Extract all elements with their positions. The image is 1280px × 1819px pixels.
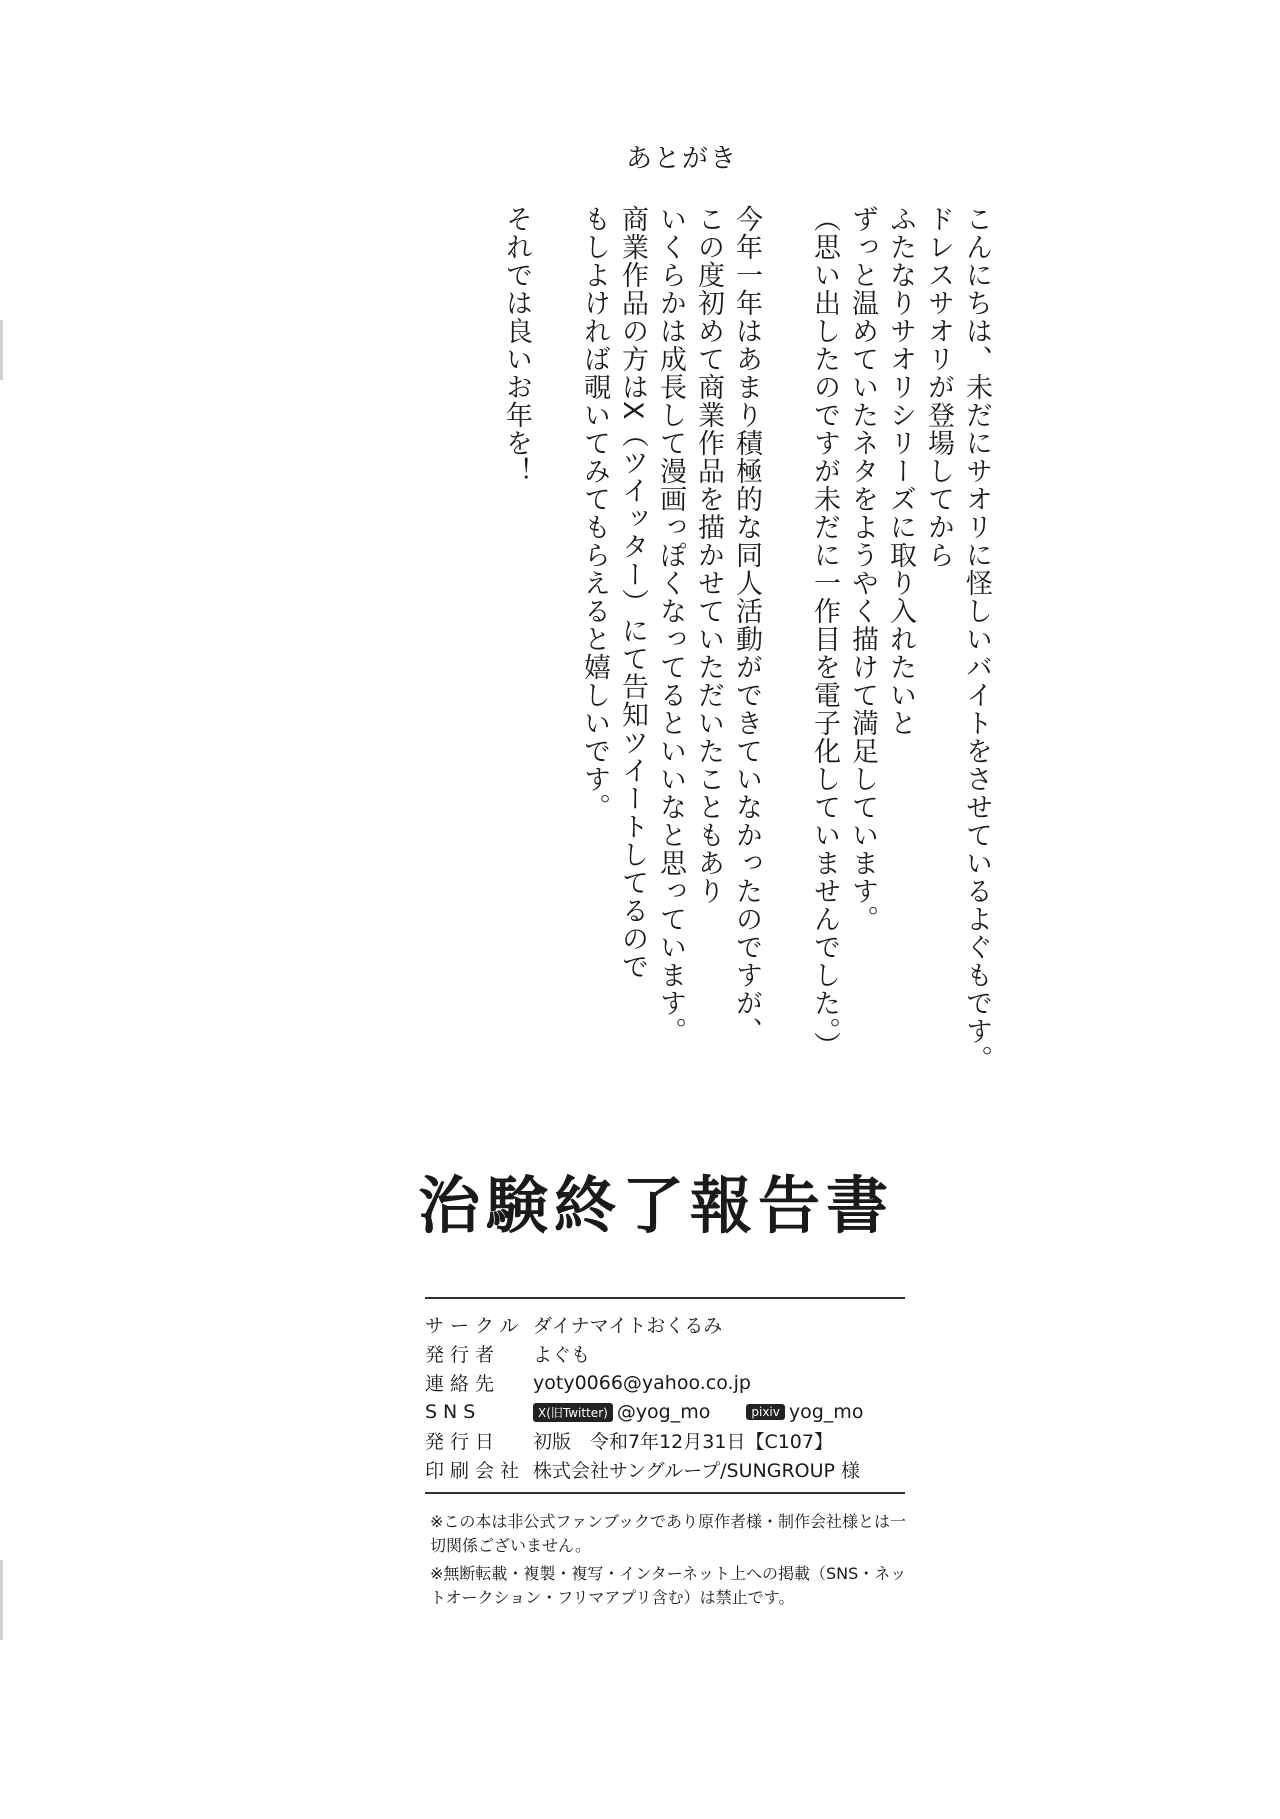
row-value: よぐも [533, 1344, 591, 1366]
divider [425, 1492, 905, 1494]
row-label: サークル [425, 1315, 525, 1337]
disclaimer-notes [430, 1510, 920, 1614]
colophon-row-circle [425, 1310, 925, 1339]
x-tag-icon: X(旧Twitter) [533, 1403, 613, 1422]
row-value: ダイナマイトおくるみ [533, 1315, 723, 1337]
colophon-table [425, 1310, 925, 1484]
afterword-line: 商業作品の方はX（ツイッター）にて告知ツイートしてるので [617, 205, 648, 981]
scan-edge-mark [0, 320, 3, 380]
afterword-line: こんにちは、未だにサオリに怪しいバイトをさせているよぐもです。 [961, 205, 992, 1073]
row-label: 連絡先 [425, 1373, 501, 1395]
disclaimer-note: ※この本は非公式ファンブックであり原作者様・制作会社様とは一切関係ございません。 [430, 1512, 906, 1555]
pixiv-handle: yog_mo [788, 1400, 864, 1423]
scan-edge-mark [0, 1560, 3, 1640]
row-label: 発行者 [425, 1344, 501, 1366]
paragraph-gap [760, 205, 800, 905]
colophon-row-date [425, 1426, 925, 1455]
colophon-row-publisher [425, 1339, 925, 1368]
afterword-line: ずっと温めていたネタをようやく描けて満足しています。 [847, 205, 878, 933]
afterword-line: もしよければ覗いてみてもらえると嬉しいです。 [579, 205, 610, 821]
afterword-line: この度初めて商業作品を描かせていただいたこともあり [693, 205, 724, 905]
x-handle: @yog_mo [616, 1400, 711, 1423]
pixiv-tag-icon: pixiv [746, 1404, 785, 1420]
disclaimer-note: ※無断転載・複製・複写・インターネット上への掲載（SNS・ネットオークション・フリマアプリ含む）は禁止です。 [430, 1564, 907, 1607]
row-value: 株式会社サングループ/SUNGROUP 様 [533, 1460, 861, 1482]
colophon-row-printer [425, 1455, 925, 1484]
row-label: 発行日 [425, 1431, 501, 1453]
afterword-title: あとがき [625, 144, 738, 174]
colophon-title: 治験終了報告書 [418, 1169, 895, 1242]
afterword-line: 今年一年はあまり積極的な同人活動ができていなかったのですが、 [731, 205, 762, 1045]
contact-email: yoty0066@yahoo.co.jp [533, 1371, 751, 1394]
colophon-row-sns [425, 1397, 925, 1426]
row-label: 印刷会社 [425, 1460, 526, 1482]
afterword-line: それでは良いお年を！ [501, 205, 532, 485]
afterword-line: ドレスサオリが登場してから [923, 205, 954, 569]
divider [425, 1297, 905, 1299]
row-label: SNS [425, 1400, 482, 1423]
afterword-line: いくらかは成長して漫画っぽくなってるといいなと思っています。 [655, 205, 686, 1045]
row-value: 初版 令和7年12月31日【C107】 [533, 1431, 833, 1453]
paragraph-gap [530, 205, 570, 905]
afterword-line: （思い出したのですが未だに一作目を電子化していませんでした。） [809, 205, 840, 1060]
colophon-row-contact [425, 1368, 925, 1397]
row-value [533, 1401, 925, 1423]
afterword-body [492, 205, 992, 1073]
afterword-line: ふたなりサオリシリーズに取り入れたいと [885, 205, 916, 737]
